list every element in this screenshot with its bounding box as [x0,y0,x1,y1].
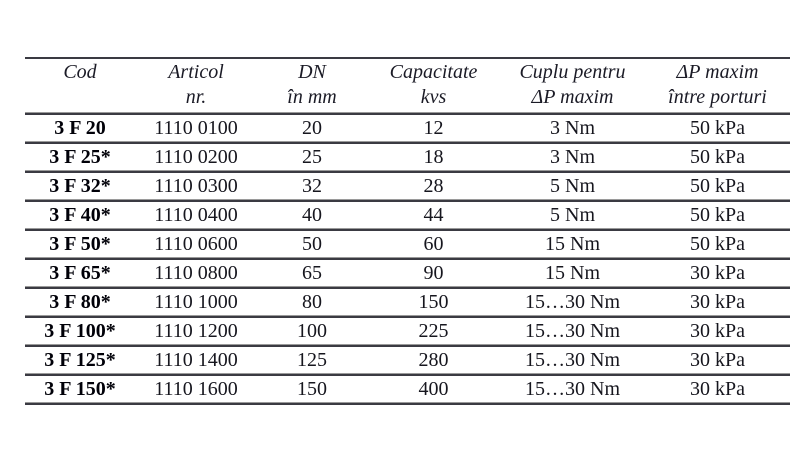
table-cell-dp-porturi: 50 kPa [645,171,790,200]
table-cell-articol: 1110 1200 [135,316,257,345]
table-cell-cuplu: 15…30 Nm [500,345,645,374]
table-cell-cuplu: 15…30 Nm [500,287,645,316]
header-line1: ΔP maxim [676,61,759,83]
header-line2: în mm [287,86,337,108]
table-row [25,374,790,403]
table-header [25,57,790,113]
table-row [25,287,790,316]
header-line2: între porturi [668,86,767,108]
table-cell-dn: 25 [257,142,367,171]
header-line1: Articol [168,61,224,83]
table-row [25,345,790,374]
table-cell-cod: 3 F 80* [25,287,135,316]
header-line1: Capacitate [389,61,478,83]
column-header-capacitate [367,57,500,113]
table-cell-dn: 40 [257,200,367,229]
table-cell-articol: 1110 0300 [135,171,257,200]
table-cell-dn: 100 [257,316,367,345]
table-cell-articol: 1110 1000 [135,287,257,316]
table-cell-articol: 1110 0400 [135,200,257,229]
table-cell-dp-porturi: 50 kPa [645,200,790,229]
table-cell-dp-porturi: 50 kPa [645,113,790,142]
table-cell-articol: 1110 0100 [135,113,257,142]
table-cell-cuplu: 3 Nm [500,142,645,171]
table-cell-capacitate: 280 [367,345,500,374]
table-row [25,229,790,258]
table-cell-capacitate: 18 [367,142,500,171]
table-cell-dp-porturi: 30 kPa [645,345,790,374]
table-cell-dn: 50 [257,229,367,258]
header-line1: Cuplu pentru [519,61,626,83]
header-line2: kvs [420,86,447,108]
table-cell-cod: 3 F 50* [25,229,135,258]
table-cell-dn: 32 [257,171,367,200]
header-line2: nr. [185,86,207,108]
table-cell-dn: 80 [257,287,367,316]
table-cell-dn: 65 [257,258,367,287]
table-cell-cuplu: 15…30 Nm [500,316,645,345]
table-cell-articol: 1110 1400 [135,345,257,374]
table-cell-dp-porturi: 30 kPa [645,316,790,345]
table-cell-capacitate: 60 [367,229,500,258]
table-cell-cod: 3 F 25* [25,142,135,171]
column-header-cod [25,57,135,113]
header-row [25,57,790,113]
table-cell-articol: 1110 0200 [135,142,257,171]
table-cell-cod: 3 F 65* [25,258,135,287]
table-cell-cuplu: 15…30 Nm [500,374,645,403]
table-cell-dp-porturi: 50 kPa [645,229,790,258]
table-cell-dp-porturi: 30 kPa [645,287,790,316]
column-header-cuplu [500,57,645,113]
table-cell-capacitate: 225 [367,316,500,345]
table-cell-cod: 3 F 100* [25,316,135,345]
table-row [25,113,790,142]
column-header-articol [135,57,257,113]
table-cell-dn: 20 [257,113,367,142]
table-cell-capacitate: 44 [367,200,500,229]
table-cell-cod: 3 F 125* [25,345,135,374]
table-cell-dn: 150 [257,374,367,403]
table-cell-capacitate: 150 [367,287,500,316]
table-cell-dp-porturi: 30 kPa [645,258,790,287]
table-cell-articol: 1110 1600 [135,374,257,403]
table-cell-dp-porturi: 50 kPa [645,142,790,171]
table-cell-capacitate: 12 [367,113,500,142]
table-cell-cuplu: 15 Nm [500,229,645,258]
table-row [25,142,790,171]
table-cell-cod: 3 F 40* [25,200,135,229]
table-cell-cod: 3 F 150* [25,374,135,403]
table-cell-cuplu: 3 Nm [500,113,645,142]
table-cell-cod: 3 F 32* [25,171,135,200]
table-cell-capacitate: 28 [367,171,500,200]
table-row [25,316,790,345]
table-cell-cuplu: 5 Nm [500,171,645,200]
table-cell-cuplu: 5 Nm [500,200,645,229]
table-cell-articol: 1110 0800 [135,258,257,287]
table-cell-capacitate: 400 [367,374,500,403]
table-cell-dp-porturi: 30 kPa [645,374,790,403]
table-cell-articol: 1110 0600 [135,229,257,258]
table-row [25,200,790,229]
product-spec-table [25,57,790,405]
header-line2 [25,85,135,110]
table-body [25,113,790,403]
header-line1: DN [298,61,326,83]
table-row [25,258,790,287]
column-header-dn [257,57,367,113]
header-line1: Cod [63,61,97,83]
table-cell-dn: 125 [257,345,367,374]
header-line2: ΔP maxim [531,86,614,108]
table-cell-cuplu: 15 Nm [500,258,645,287]
table-cell-cod: 3 F 20 [25,113,135,142]
table-cell-capacitate: 90 [367,258,500,287]
table-row [25,171,790,200]
column-header-dp-porturi [645,57,790,113]
